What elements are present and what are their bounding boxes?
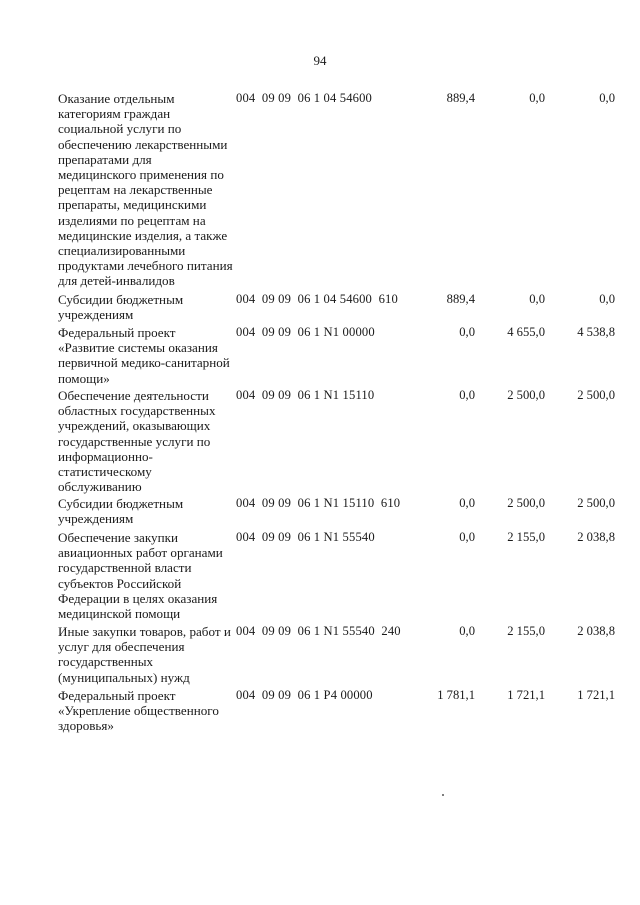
row-code: 004 09 09 06 1 N1 55540 240 bbox=[236, 624, 401, 638]
row-name: Субсидии бюджетным учреждениям bbox=[58, 292, 184, 323]
row-value-1: 0,0 bbox=[459, 325, 475, 339]
row-value-1: 0,0 bbox=[459, 388, 475, 402]
row-value-3: 0,0 bbox=[599, 91, 615, 105]
page-number: 94 bbox=[313, 53, 327, 68]
row-value-1: 0,0 bbox=[459, 496, 475, 510]
row-value-3: 4 538,8 bbox=[577, 325, 615, 339]
row-code: 004 09 09 06 1 N1 00000 bbox=[236, 325, 375, 339]
row-value-3: 2 500,0 bbox=[577, 388, 615, 402]
row-name: Федеральный проект «Развитие системы оказания первичной медико-санитарной помощи» bbox=[58, 325, 230, 386]
row-value-2: 1 721,1 bbox=[507, 688, 545, 702]
row-code: 004 09 09 06 1 N1 15110 610 bbox=[236, 496, 401, 510]
row-value-1: 889,4 bbox=[446, 91, 475, 105]
row-value-3: 0,0 bbox=[599, 292, 615, 306]
row-value-3: 2 038,8 bbox=[577, 530, 615, 544]
scan-speck bbox=[442, 794, 444, 796]
row-value-1: 0,0 bbox=[459, 530, 475, 544]
row-value-2: 2 155,0 bbox=[507, 530, 545, 544]
row-code: 004 09 09 06 1 P4 00000 bbox=[236, 688, 373, 702]
row-name: Федеральный проект «Укрепление общественного здоровья» bbox=[58, 688, 219, 734]
row-value-2: 2 155,0 bbox=[507, 624, 545, 638]
row-code: 004 09 09 06 1 04 54600 bbox=[236, 91, 372, 105]
row-name: Оказание отдельным категориям граждан социальной услуги по обеспечению лекарственными препаратами для медицинского применения по рецептам на лекарственные препараты, медицинскими изделиями по рецептам на медицинские изделия, а также специализированными продуктами лечебного питания для детей-инвалидов bbox=[58, 91, 233, 289]
row-name: Субсидии бюджетным учреждениям bbox=[58, 496, 184, 527]
row-value-2: 0,0 bbox=[529, 292, 545, 306]
row-value-2: 2 500,0 bbox=[507, 496, 545, 510]
row-name: Обеспечение деятельности областных государственных учреждений, оказывающих государственные услуги по информационно- статистическому обслуживанию bbox=[58, 388, 216, 495]
row-value-3: 2 038,8 bbox=[577, 624, 615, 638]
row-code: 004 09 09 06 1 N1 15110 bbox=[236, 388, 375, 402]
row-value-1: 889,4 bbox=[446, 292, 475, 306]
row-value-3: 2 500,0 bbox=[577, 496, 615, 510]
row-name: Иные закупки товаров, работ и услуг для обеспечения государственных (муниципальных) нужд bbox=[58, 624, 231, 685]
row-value-2: 0,0 bbox=[529, 91, 545, 105]
row-value-2: 2 500,0 bbox=[507, 388, 545, 402]
row-name: Обеспечение закупки авиационных работ органами государственной власти субъектов Российской Федерации в целях оказания медицинской помощи bbox=[58, 530, 223, 622]
row-value-1: 0,0 bbox=[459, 624, 475, 638]
row-value-1: 1 781,1 bbox=[437, 688, 475, 702]
row-value-3: 1 721,1 bbox=[577, 688, 615, 702]
row-code: 004 09 09 06 1 N1 55540 bbox=[236, 530, 375, 544]
row-code: 004 09 09 06 1 04 54600 610 bbox=[236, 292, 398, 306]
row-value-2: 4 655,0 bbox=[507, 325, 545, 339]
